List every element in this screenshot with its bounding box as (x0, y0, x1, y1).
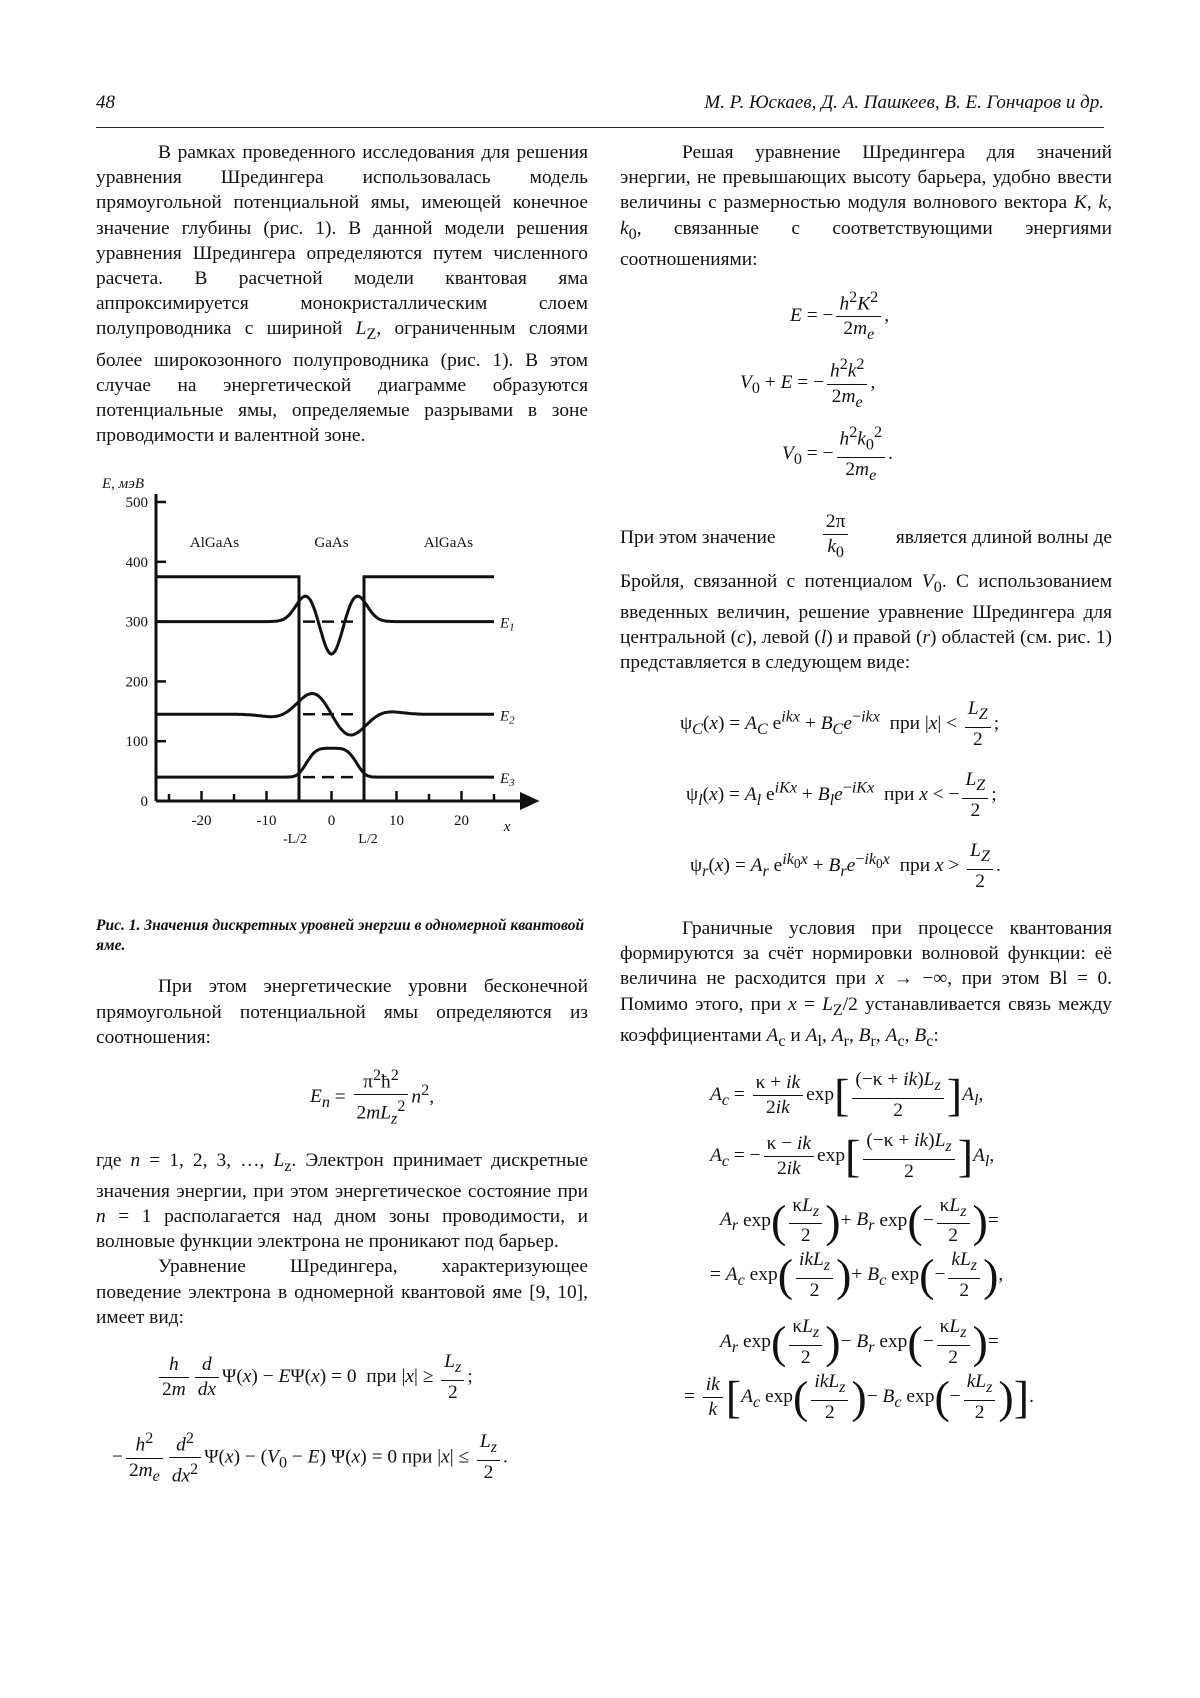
left-paragraph-2: При этом энергетические уровни бесконечной прямоугольной потенциальной ямы определяются из соотношения: (96, 976, 588, 1048)
page-header (96, 92, 1104, 120)
equation-psi-r: $\psi_r(x) = A_r$ $e^{ik_0x} + B_re^{-ik_0x}$ при x > $\frac{L_Z}{2}$ . (690, 840, 1001, 892)
equation-psi-l: $\psi_l(x) = A_l$ $e^{iKx} + B_le^{-iKx}$ при x < − $\frac{L_Z}{2}$ ; (686, 769, 997, 822)
y-tick-label: 300 (125, 614, 148, 631)
x-axis-arrow (520, 792, 540, 810)
lp3-text: где n = 1, 2, 3, …, $L_z$. Электрон принимает дискретные значения энергии, при этом энергетическое состояние при n = 1 располагается над дном зоны проводимости, и волновые функции электрона не проникают под барьер. (96, 1149, 589, 1253)
level-label-E3: $E_1$ (500, 615, 515, 634)
y-tick-label: 0 (140, 794, 148, 811)
equation-k1: E = − $\frac{h^2K^2}{2m_e}$ , (790, 286, 1112, 347)
right-paragraph-1 (620, 140, 1112, 272)
level-label-E1: $E_3$ (500, 771, 515, 790)
level-label-E2: $E_2$ (500, 708, 515, 727)
right-paragraph-4 (620, 916, 1112, 1054)
equations-k (620, 286, 1112, 488)
x-tick-label-lz-left: -L/2 (282, 832, 308, 848)
page-number: 48 (96, 92, 115, 113)
equation-psi-c: $\psi_C(x) = A_C$ $e^{ikx} + B_Ce^{-ikx}$ при |x| < $\frac{L_Z}{2}$ ; (680, 698, 1000, 751)
y-tick-label: 500 (125, 495, 148, 512)
region-label: AlGaAs (189, 535, 240, 552)
figure-caption: Рис. 1. Значения дискретных уровней энергии в одномерной квантовой яме. (96, 917, 585, 955)
equation-schrodinger-1: $\frac{h}{2m}$ $\frac{d}{dx}$ Ψ(x) − EΨ(x) = 0 при |x| ≥ $\frac{L_z}{2}$ ; (156, 1350, 588, 1405)
left-paragraph-4: Уравнение Шредингера, характеризующее поведение электрона в одномерной квантовой яме [9, 10], имеет вид: (96, 1256, 588, 1328)
y-tick-label: 200 (125, 674, 148, 691)
region-label: GaAs (314, 535, 349, 552)
rp3-text: Бройля, связанной с потенциалом $V_0$. С использованием введенных величин, решение уравнение Шредингера для центральной (c), левой (l) и правой (r) областей (см. рис. 1) представляется в следующем виде: (620, 570, 1112, 674)
x-tick-label: -10 (256, 813, 277, 830)
y-axis-label: E, мэВ (102, 476, 145, 493)
equation-boundary-2: $A_c$ = − $\frac{\kappa - ik}{2ik}$ exp[ $\frac{(-\kappa + ik)L_z}{2}$ ]$A_l$, (710, 1129, 995, 1182)
x-tick-label: 0 (327, 813, 336, 830)
equation-boundary-3: $A_r$ exp( $\frac{\kappa L_z}{2}$ )+ $B_r$ exp(− $\frac{\kappa L_z}{2}$ )= = $A_c$ exp( $\frac{ikL_z}{2}$ )+ $B_c$ exp(− $\frac{kL_z}{2}$ ), (710, 1194, 1004, 1302)
equation-boundary-1: $A_c$ = $\frac{\kappa + ik}{2ik}$ exp[ $\frac{(-\kappa + ik)L_z}{2}$ ]$A_l$, (710, 1068, 984, 1121)
equation-k3: $V_0$ = − $\frac{h^2k_0^2}{2m_e}$ . (782, 421, 1112, 488)
wavefunction-E1 (156, 749, 494, 778)
potential-well (156, 577, 494, 801)
y-tick-label: 100 (125, 734, 148, 751)
equation-k2: $V_0 + E$ = − $\frac{h^2k^2}{2m_e}$ , (740, 353, 1112, 414)
right-paragraph-2: При этом значение $\frac{2\pi}{k_0}$ является длиной волны де (620, 510, 1112, 565)
running-authors: М. Р. Юскаев, Д. А. Пашкеев, В. Е. Гончаров и др. (704, 92, 1104, 113)
fraction-2pi-k0: $\frac{2\pi}{k_0}$ (823, 510, 849, 565)
x-tick-label: -20 (191, 813, 212, 830)
wavefunction-E3 (156, 596, 494, 654)
rp1-text: Решая уравнение Шредингера для значений энергии, не превышающих высоту барьера, удобно ввести величины с размерностью модуля волнового вектора K, k, $k_0$, связанные с соответствующими энергиями соотношениями: (620, 142, 1112, 270)
left-paragraph-1 (96, 140, 588, 448)
figure-1 (96, 466, 588, 906)
left-column (96, 140, 588, 1489)
equation-en: $E_n$ = $\frac{\pi^2ħ^2}{2mL_z^2}$ $n^2$, (156, 1064, 588, 1132)
y-tick-label: 400 (125, 555, 148, 572)
right-paragraph-3 (620, 569, 1112, 676)
left-paragraph-3 (96, 1148, 588, 1255)
lp1-text: В рамках проведенного исследования для решения уравнения Шредингера использовалась модель прямоугольной потенциальной ямы, имеющей конечное значение глубины (рис. 1). В данной модели решения уравнения Шредингера определяются путем численного расчета. В расчетной модели квантовая яма аппроксимируется монокристаллическим слоем полупроводника с шириной $L_Z$, ограниченным слоями более широкозонного полупроводника (рис. 1). В этом случае на энергетической диаграмме образуются потенциальные ямы, определяемые разрывами в зоне проводимости и валентной зоне. (96, 142, 588, 447)
header-rule (96, 127, 1104, 128)
equation-boundary-4: $A_r$ exp( $\frac{\kappa L_z}{2}$ )− $B_r$ exp(− $\frac{\kappa L_z}{2}$ )= = $\frac{ik}{k}$ [$A_c$ exp( $\frac{ikL_z}{2}$ )− $B_c$ exp(− $\frac{kL_z}{2}$ )]. (684, 1316, 1034, 1423)
x-tick-label: 10 (389, 813, 404, 830)
right-column (620, 140, 1112, 1425)
equation-schrodinger-2: − $\frac{h^2}{2m_e}$ $\frac{d^2}{dx^2}$ $\Psi(x) - (V_0 - E) \Psi(x) = 0$ при |x| ≤ $\frac{L_z}{2}$ . (112, 1427, 588, 1489)
x-axis-label: x (503, 819, 511, 836)
x-tick-label-lz-right: L/2 (358, 832, 378, 848)
rp4-text: Граничные условия при процессе квантования формируются за счёт нормировки волновой функции: её величина не расходится при x → −∞, при этом Bl = 0. Помимо этого, при $x = L_Z/2$ устанавливается связь между коэффициентами $A_c$ и $A_l$, $A_r$, $B_r$, $A_c$, $B_c$: (620, 917, 1113, 1050)
x-tick-label: 20 (454, 813, 469, 830)
region-label: AlGaAs (423, 535, 474, 552)
energy-diagram-svg (96, 466, 588, 906)
